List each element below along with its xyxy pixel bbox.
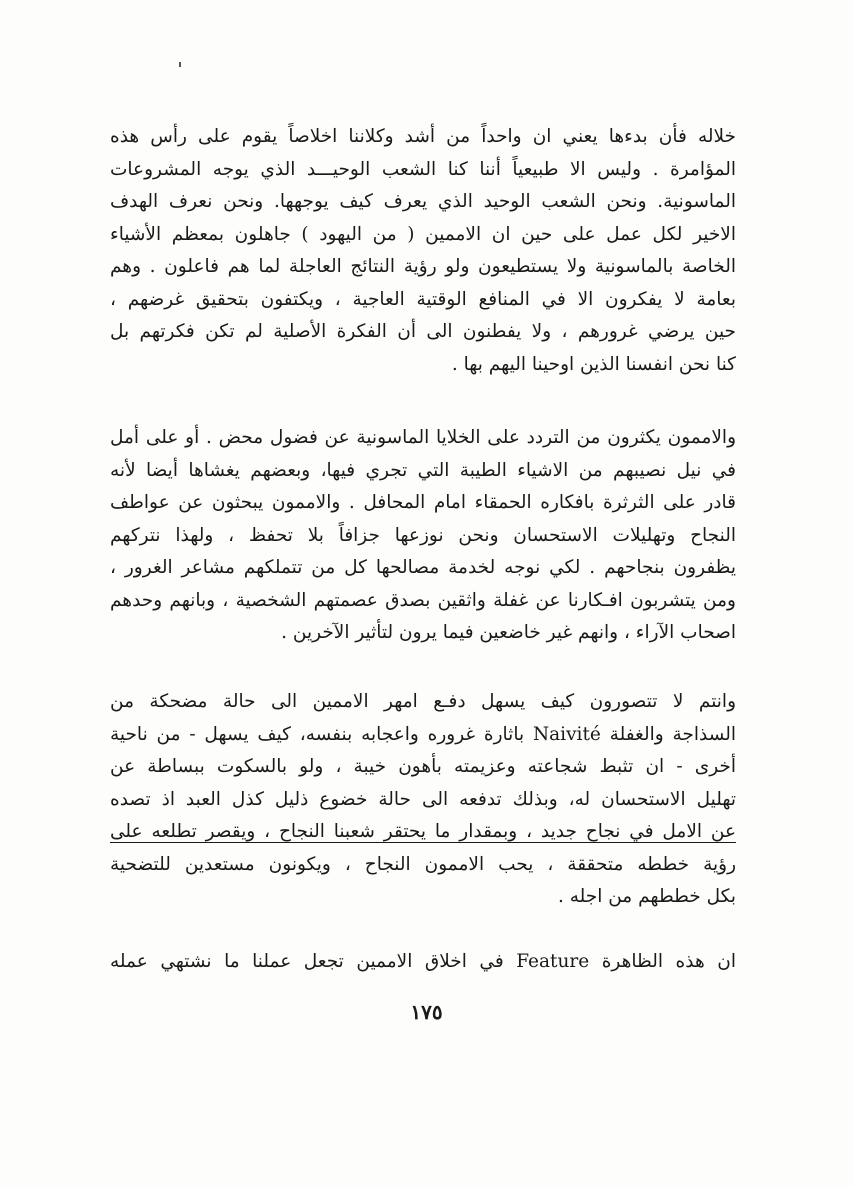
paragraph-line: الماسونية. ونحن الشعب الوحيد الذي يعرف كيف يوجهها. ونحن نعرف الهدف [110, 191, 736, 212]
paragraph-line: المؤامرة . وليس الا طبيعياً أننا كنا الشعب الوحيـــد الذي يوجه المشروعات [110, 158, 736, 180]
paragraph-line: ومن يتشربون افـكارنا عن غفلة واثقين بصدق عصمتهم الشخصية ، وبانهم وحدهم [110, 589, 736, 611]
paragraph-line: بكل خططهم من اجله . [557, 886, 736, 907]
paragraph-line: قادر على الثرثرة بافكاره الحمقاء امام المحافل . والاممون يبحثون عن عواطف [110, 492, 736, 513]
paragraph-line: اصحاب الآراء ، وانهم غير خاضعين فيما يرون لتأثير الآخرين . [281, 622, 736, 643]
paragraph-line: خلاله فأن بدءها يعني ان واحداً من أشد وكلاننا اخلاصاً يقوم على رأس هذه [110, 126, 736, 147]
paragraph-line: بعامة لا يفكرون الا في المنافع الوقتية العاجية ، ويكتفون بتحقيق غرضهم ، [110, 288, 736, 310]
paragraph-1 [110, 121, 736, 381]
paragraph-line: في نيل نصيبهم من الاشياء الطيبة التي تجري فيها، وبعضهم يغشاها أيضا لأنه [110, 459, 736, 481]
paragraph-line: وانتم لا تتصورون كيف يسهل دفـع امهر الاممين الى حالة مضحكة من [110, 691, 736, 712]
paragraph-line: النجاح وتهليلات الاستحسان ونحن نوزعها جزافاً بلا تحفظ ، ولهذا نتركهم [110, 524, 736, 546]
paragraph-2 [110, 422, 736, 650]
paragraph-line: حين يرضي غرورهم ، ولا يفطنون الى أن الفكرة الأصلية لم تكن فكرتهم بل [110, 321, 736, 342]
paragraph-line: رؤية خططه متحققة ، يحب الاممون النجاح ، ويكونون مستعدين للتضحية [110, 853, 736, 875]
page-number: ١٧٥ [410, 1000, 443, 1024]
print-speck [179, 62, 181, 67]
paragraph-line: كنا نحن انفسنا الذين اوحينا اليهم بها . [451, 353, 736, 375]
paragraph-line: أخرى - ان تثبط شجاعته وعزيمته بأهون خيبة ، ولو بالسكوت ببساطة عن [110, 756, 736, 777]
paragraph-line: يظفرون بنجاحهم . لكي نوجه لخدمة مصالحها كل من تتملكهم مشاعر الغرور ، [110, 557, 736, 578]
paragraph-line: تهليل الاستحسان له، وبذلك تدفعه الى حالة خضوع ذليل كذل العبد اذ تصده [110, 788, 736, 810]
paragraph-line: الاخير لكل عمل على حين ان الاممين ( من اليهود ) جاهلون بمعظم الأشياء [110, 223, 736, 245]
paragraph-line: عن الامل في نجاح جديد ، وبمقدار ما يحتقر شعبنا النجاح ، ويقصر تطلعه على [110, 821, 736, 842]
paragraph-line: ان هذه الظاهرة Feature في اخلاق الاممين تجعل عملنا ما نشتهي عمله [110, 951, 736, 972]
paragraph-line: السذاجة والغفلة Naivité باثارة غروره واعجابه بنفسه، كيف يسهل - من ناحية [110, 723, 736, 745]
paragraph-3 [110, 686, 736, 914]
paragraph-line: الخاصة بالماسونية ولا يستطيعون ولو رؤية النتائج العاجلة لما هم فاعلون . وهم [110, 256, 736, 277]
paragraph-line: والاممون يكثرون من التردد على الخلايا الماسونية عن فضول محض . أو على أمل [110, 427, 736, 448]
paragraph-4 [110, 946, 736, 979]
